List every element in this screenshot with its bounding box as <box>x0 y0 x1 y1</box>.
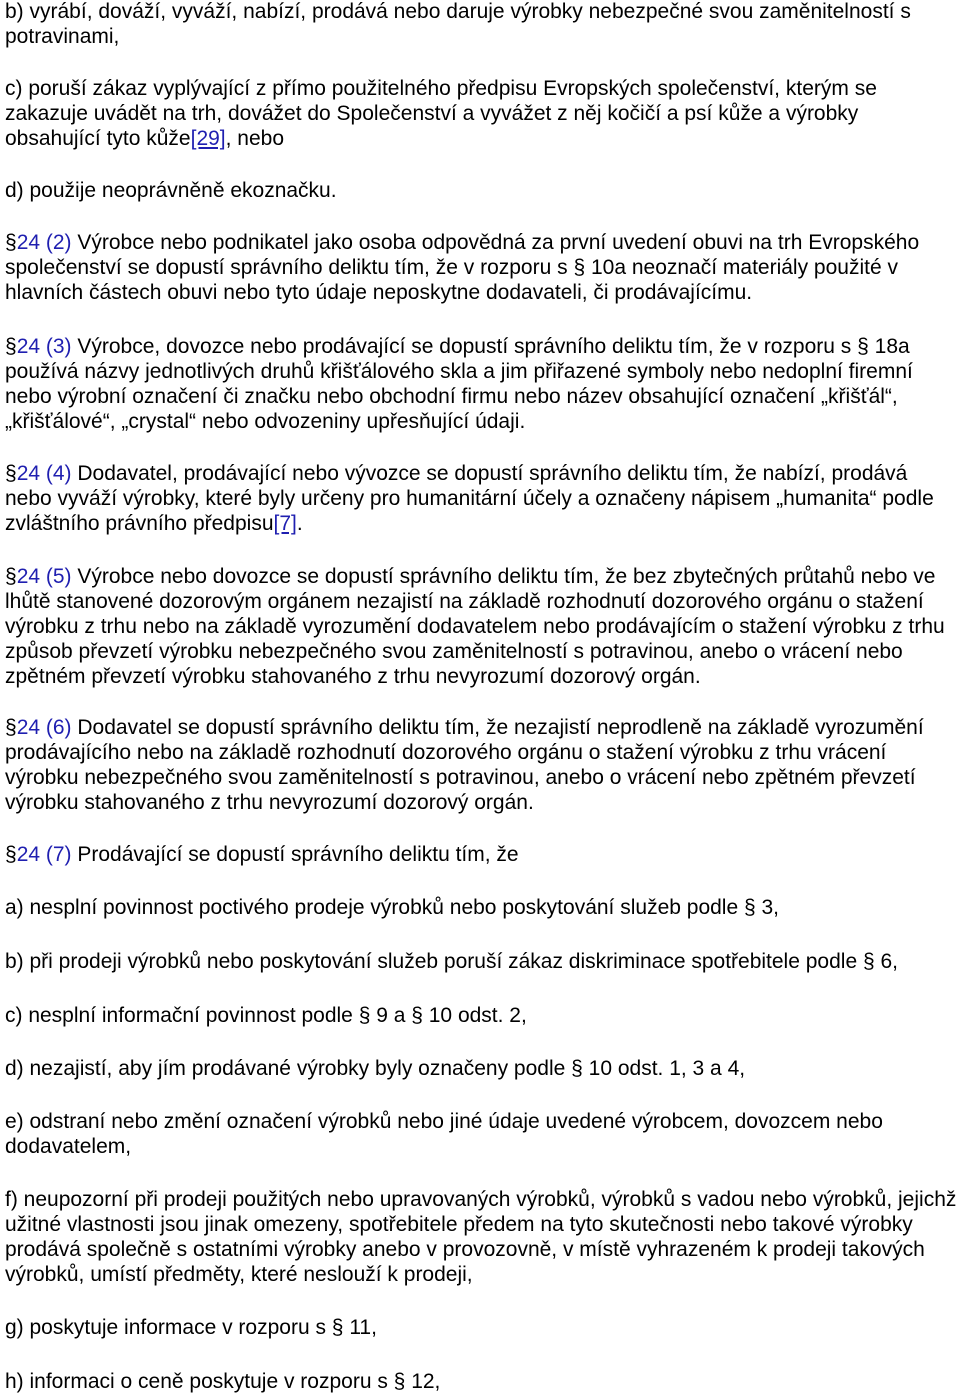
paragraph-item-d <box>5 179 337 204</box>
text-line: „křišťálové“, „crystal“ nebo odvozeniny upřesňující údaji. <box>5 409 526 433</box>
section-sign: § <box>5 231 17 254</box>
text-line: zpětném převzetí výrobku stahovaného z trhu nevyrozumí dozorový orgán. <box>5 664 701 688</box>
text-line <box>5 462 934 487</box>
text-line: prodávajícího nebo na základě rozhodnutí dozorového orgánu o stažení výrobku z trhu vrácení <box>5 740 887 764</box>
text-line: h) informaci o ceně poskytuje v rozporu s § 12, <box>5 1370 441 1393</box>
text-line: výrobku nebezpečného svou zaměnitelností s potravinou, anebo o vrácení nebo zpětném převzetí <box>5 765 916 789</box>
text-line: dodavatelem, <box>5 1134 132 1158</box>
section-link-24-3[interactable]: 24 (3) <box>16 335 72 358</box>
text-segment: obsahující tyto kůže <box>5 126 191 150</box>
paragraph-section-24-2 <box>5 231 919 306</box>
text-line: potravinami, <box>5 24 120 48</box>
text-segment: zvláštního právního předpisu <box>5 511 274 535</box>
footnote-link-7[interactable]: [7] <box>273 511 297 535</box>
text-line <box>5 231 919 256</box>
text-line: prodává společně s ostatními výrobky anebo v provozovně, v místě vyhrazeném k prodeji takových <box>5 1237 925 1261</box>
section-sign: § <box>5 716 17 739</box>
text-line: užitné vlastnosti jsou jinak omezeny, spotřebitele předem na tyto skutečnosti nebo takové výrobky <box>5 1212 913 1236</box>
text-line: e) odstraní nebo změní označení výrobků nebo jiné údaje uvedené výrobcem, dovozcem nebo <box>5 1110 883 1133</box>
text-line: způsob převzetí výrobku nebezpečného svou zaměnitelností s potravinou, anebo o vrácení nebo <box>5 639 903 663</box>
list-item-e <box>5 1110 883 1160</box>
list-item-d <box>5 1057 745 1082</box>
section-link-24-7[interactable]: 24 (7) <box>16 843 72 866</box>
paragraph-section-24-6 <box>5 716 924 816</box>
section-link-24-6[interactable]: 24 (6) <box>16 716 72 739</box>
text-segment: . <box>296 511 303 535</box>
text-line <box>5 127 877 152</box>
list-item-f <box>5 1188 956 1288</box>
text-line: nebo výrobní označení či značku nebo obchodní firmu nebo název obsahující označení „křišťál“, <box>5 384 898 408</box>
text-segment: Dodavatel se dopustí správního deliktu tím, že nezajistí neprodleně na základě vyrozumění <box>71 716 924 739</box>
text-line: c) nesplní informační povinnost podle § 9 a § 10 odst. 2, <box>5 1004 527 1027</box>
paragraph-section-24-5 <box>5 565 945 689</box>
text-line: c) poruší zákaz vyplývající z přímo použitelného předpisu Evropských společenství, kterým se <box>5 77 877 100</box>
section-link-24-5[interactable]: 24 (5) <box>16 565 72 588</box>
text-line: výrobku stahovaného z trhu nevyrozumí dozorový orgán. <box>5 790 534 814</box>
text-line <box>5 843 519 868</box>
text-line: výrobků, umístí předměty, které neslouží k prodeji, <box>5 1262 473 1286</box>
text-segment: Dodavatel, prodávající nebo vývozce se dopustí správního deliktu tím, že nabízí, prodává <box>71 462 908 485</box>
text-line <box>5 716 924 741</box>
paragraph-section-24-3 <box>5 335 913 435</box>
list-item-g <box>5 1316 377 1341</box>
paragraph-item-b <box>5 0 911 50</box>
text-line: a) nesplní povinnost poctivého prodeje výrobků nebo poskytování služeb podle § 3, <box>5 896 780 919</box>
list-item-c <box>5 1004 527 1029</box>
section-sign: § <box>5 335 17 358</box>
footnote-link-29[interactable]: [29] <box>190 126 226 150</box>
list-item-a <box>5 896 779 921</box>
text-line <box>5 512 934 537</box>
text-line: používá názvy jednotlivých druhů křišťálového skla a jim přiřazené symboly nebo nedoplní firemní <box>5 359 913 383</box>
text-line: zakazuje uvádět na trh, dovážet do Společenství a vyvážet z něj kočičí a psí kůže a výrobky <box>5 101 859 125</box>
text-segment: , nebo <box>225 126 285 150</box>
text-line: b) při prodeji výrobků nebo poskytování služeb poruší zákaz diskriminace spotřebitele podle § 6, <box>5 950 898 973</box>
text-line <box>5 565 945 590</box>
section-sign: § <box>5 843 17 866</box>
text-segment: Výrobce nebo podnikatel jako osoba odpovědná za první uvedení obuvi na trh Evropského <box>71 231 920 254</box>
text-segment: Výrobce nebo dovozce se dopustí správního deliktu tím, že bez zbytečných průtahů nebo ve <box>71 565 936 588</box>
paragraph-section-24-4 <box>5 462 934 537</box>
section-link-24-2[interactable]: 24 (2) <box>16 231 72 254</box>
text-segment: Výrobce, dovozce nebo prodávající se dopustí správního deliktu tím, že v rozporu s § 18a <box>71 335 910 358</box>
paragraph-section-24-7 <box>5 843 519 868</box>
text-line: b) vyrábí, dováží, vyváží, nabízí, prodává nebo daruje výrobky nebezpečné svou zaměnitelností s <box>5 0 911 23</box>
text-line: lhůtě stanovené dozorovým orgánem nezajistí na základě rozhodnutí dozorového orgánu o stažení <box>5 589 924 613</box>
text-line: hlavních částech obuvi nebo tyto údaje neposkytne dodavateli, či prodávajícímu. <box>5 280 753 304</box>
text-line: d) použije neoprávněně ekoznačku. <box>5 179 337 202</box>
paragraph-item-c <box>5 77 877 152</box>
text-line: společenství se dopustí správního deliktu tím, že v rozporu s § 10a neoznačí materiály použité v <box>5 255 898 279</box>
text-line: nebo vyváží výrobky, které byly určeny pro humanitární účely a označeny nápisem „humanita“ podle <box>5 486 934 510</box>
text-line: d) nezajistí, aby jím prodávané výrobky byly označeny podle § 10 odst. 1, 3 a 4, <box>5 1057 746 1080</box>
text-line: g) poskytuje informace v rozporu s § 11, <box>5 1316 377 1339</box>
text-segment: Prodávající se dopustí správního deliktu tím, že <box>71 843 519 866</box>
section-sign: § <box>5 565 17 588</box>
text-line: výrobku z trhu nebo na základě vyrozumění dodavatelem nebo prodávajícím o stažení výrobku z trhu <box>5 614 945 638</box>
text-line: f) neupozorní při prodeji použitých nebo upravovaných výrobků, výrobků s vadou nebo výrobků, jejichž <box>5 1188 957 1211</box>
list-item-b <box>5 950 898 975</box>
section-sign: § <box>5 462 17 485</box>
list-item-h <box>5 1370 440 1395</box>
section-link-24-4[interactable]: 24 (4) <box>16 462 72 485</box>
text-line <box>5 335 913 360</box>
